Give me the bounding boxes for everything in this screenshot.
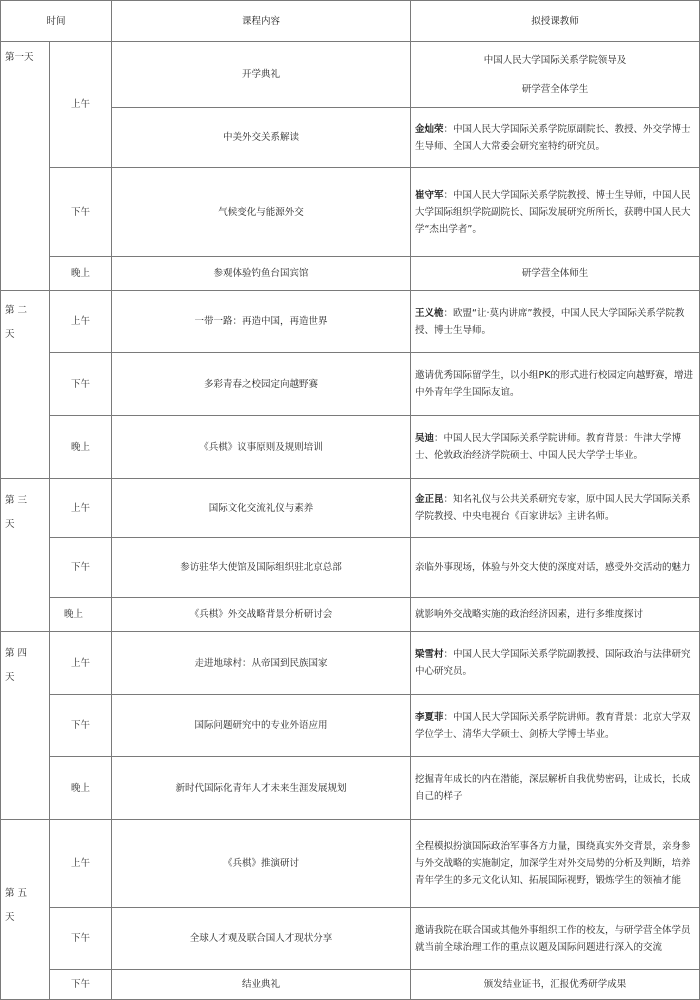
day-4-label: 第 四 天 <box>1 632 50 820</box>
period-cell: 下午 <box>50 970 112 1000</box>
teacher-cell: 挖掘青年成长的内在潜能，深层解析自我优势密码，让成长，长成自己的样子 <box>411 757 700 820</box>
period-cell: 下午 <box>50 538 112 598</box>
period-cell: 晚上 <box>50 416 112 479</box>
teacher-cell: 亲临外事现场，体验与外交大使的深度对话，感受外交活动的魅力 <box>411 538 700 598</box>
teacher-bio: ：中国人民大学国际关系学院讲师。教育背景：北京大学双学位学士、清华大学硕士、剑桥大学博士毕业。 <box>415 711 691 740</box>
teacher-cell <box>411 168 700 257</box>
teacher-bio: ：欧盟“让·莫内讲席”教授，中国人民大学国际关系学院教授、博士生导师。 <box>415 307 685 336</box>
teacher-cell <box>411 108 700 168</box>
teacher-cell <box>411 479 700 538</box>
teacher-name: 崔守军 <box>415 189 444 201</box>
course-cell: 参观体验钓鱼台国宾馆 <box>112 257 411 291</box>
table-row <box>1 695 700 757</box>
course-cell: 国际问题研究中的专业外语应用 <box>112 695 411 757</box>
table-row <box>1 42 700 108</box>
teacher-cell: 邀请我院在联合国或其他外事组织工作的校友，与研学营全体学员就当前全球治理工作的重点议题及国际问题进行深入的交流 <box>411 908 700 970</box>
teacher-bio: ：中国人民大学国际关系学院原副院长、教授、外交学博士生导师、全国人大常委会研究室特约研究员。 <box>415 123 691 152</box>
teacher-name: 金正昆 <box>415 494 444 505</box>
teacher-cell <box>411 416 700 479</box>
period-cell: 上午 <box>50 42 112 168</box>
teacher-bio: ：中国人民大学国际关系学院讲师。教育背景：牛津大学博士、伦敦政治经济学院硕士、中国人民大学学士毕业。 <box>415 433 682 461</box>
table-row <box>1 479 700 538</box>
course-cell: 新时代国际化青年人才未来生涯发展规划 <box>112 757 411 820</box>
teacher-name: 梁雪村 <box>415 649 444 660</box>
course-cell: 《兵棋》外交战略背景分析研讨会 <box>112 598 411 632</box>
table-row <box>1 538 700 598</box>
teacher-line: 中国人民大学国际关系学院领导及 <box>483 54 627 66</box>
teacher-cell: 颁发结业证书，汇报优秀研学成果 <box>411 970 700 1000</box>
course-cell: 参访驻华大使馆及国际组织驻北京总部 <box>112 538 411 598</box>
header-time: 时间 <box>1 1 112 42</box>
period-cell: 晚上 <box>50 598 112 632</box>
teacher-bio: ：知名礼仪与公共关系研究专家，原中国人民大学国际关系学院教授、中央电视台《百家讲坛》主讲名师。 <box>415 494 691 522</box>
teacher-name: 吴迪 <box>415 433 435 444</box>
table-row <box>1 908 700 970</box>
header-teacher: 拟授课教师 <box>411 1 700 42</box>
period-cell: 上午 <box>50 632 112 695</box>
course-cell: 走进地球村：从帝国到民族国家 <box>112 632 411 695</box>
teacher-name: 王义桅 <box>415 307 444 319</box>
course-cell: 《兵棋》推演研讨 <box>112 820 411 908</box>
table-row <box>1 416 700 479</box>
day-5-label: 第 五 天 <box>1 820 50 1000</box>
teacher-line: 研学营全体学生 <box>521 83 589 95</box>
teacher-bio: ：中国人民大学国际关系学院副教授、国际政治与法律研究中心研究员。 <box>415 649 691 677</box>
header-row <box>1 1 700 42</box>
period-cell: 上午 <box>50 291 112 353</box>
teacher-name: 金灿荣 <box>415 123 444 135</box>
course-cell: 气候变化与能源外交 <box>112 168 411 257</box>
period-cell: 晚上 <box>50 757 112 820</box>
period-cell: 下午 <box>50 168 112 257</box>
teacher-cell <box>411 632 700 695</box>
period-cell: 下午 <box>50 908 112 970</box>
course-cell: 结业典礼 <box>112 970 411 1000</box>
teacher-cell: 就影响外交战略实施的政治经济因素，进行多维度探讨 <box>411 598 700 632</box>
course-cell: 《兵棋》议事原则及规则培训 <box>112 416 411 479</box>
table-row <box>1 257 700 291</box>
table-row <box>1 598 700 632</box>
period-cell: 下午 <box>50 353 112 416</box>
day-1-label: 第一天 <box>1 42 50 291</box>
course-cell: 中美外交关系解读 <box>112 108 411 168</box>
teacher-cell: 邀请优秀国际留学生，以小组PK的形式进行校园定向越野赛，增进中外青年学生国际友谊。 <box>411 353 700 416</box>
table-row <box>1 353 700 416</box>
course-cell: 一带一路：再造中国，再造世界 <box>112 291 411 353</box>
course-cell: 开学典礼 <box>112 42 411 108</box>
course-cell: 国际文化交流礼仪与素养 <box>112 479 411 538</box>
teacher-cell <box>411 42 700 108</box>
teacher-name: 李夏菲 <box>415 711 444 723</box>
table-row <box>1 820 700 908</box>
day-2-label: 第 二 天 <box>1 291 50 479</box>
teacher-cell: 全程模拟扮演国际政治军事各方力量，围绕真实外交背景，亲身参与外交战略的实施制定，加深学生对外交局势的分析及判断，培养青年学生的多元文化认知、拓展国际视野，锻炼学生的领袖才能 <box>411 820 700 908</box>
header-course: 课程内容 <box>112 1 411 42</box>
table-row <box>1 970 700 1000</box>
table-row <box>1 632 700 695</box>
teacher-cell <box>411 291 700 353</box>
course-cell: 多彩青春之校园定向越野赛 <box>112 353 411 416</box>
period-cell: 晚上 <box>50 257 112 291</box>
period-cell: 上午 <box>50 820 112 908</box>
period-cell: 上午 <box>50 479 112 538</box>
day-3-label: 第 三 天 <box>1 479 50 632</box>
table-row <box>1 291 700 353</box>
teacher-cell: 研学营全体师生 <box>411 257 700 291</box>
period-cell: 下午 <box>50 695 112 757</box>
course-cell: 全球人才观及联合国人才现状分享 <box>112 908 411 970</box>
teacher-bio: ：中国人民大学国际关系学院教授、博士生导师，中国人民大学国际组织学院副院长、国际发展研究所所长，获聘中国人民大学“杰出学者”。 <box>415 189 691 235</box>
table-row <box>1 168 700 257</box>
table-row <box>1 757 700 820</box>
teacher-cell <box>411 695 700 757</box>
